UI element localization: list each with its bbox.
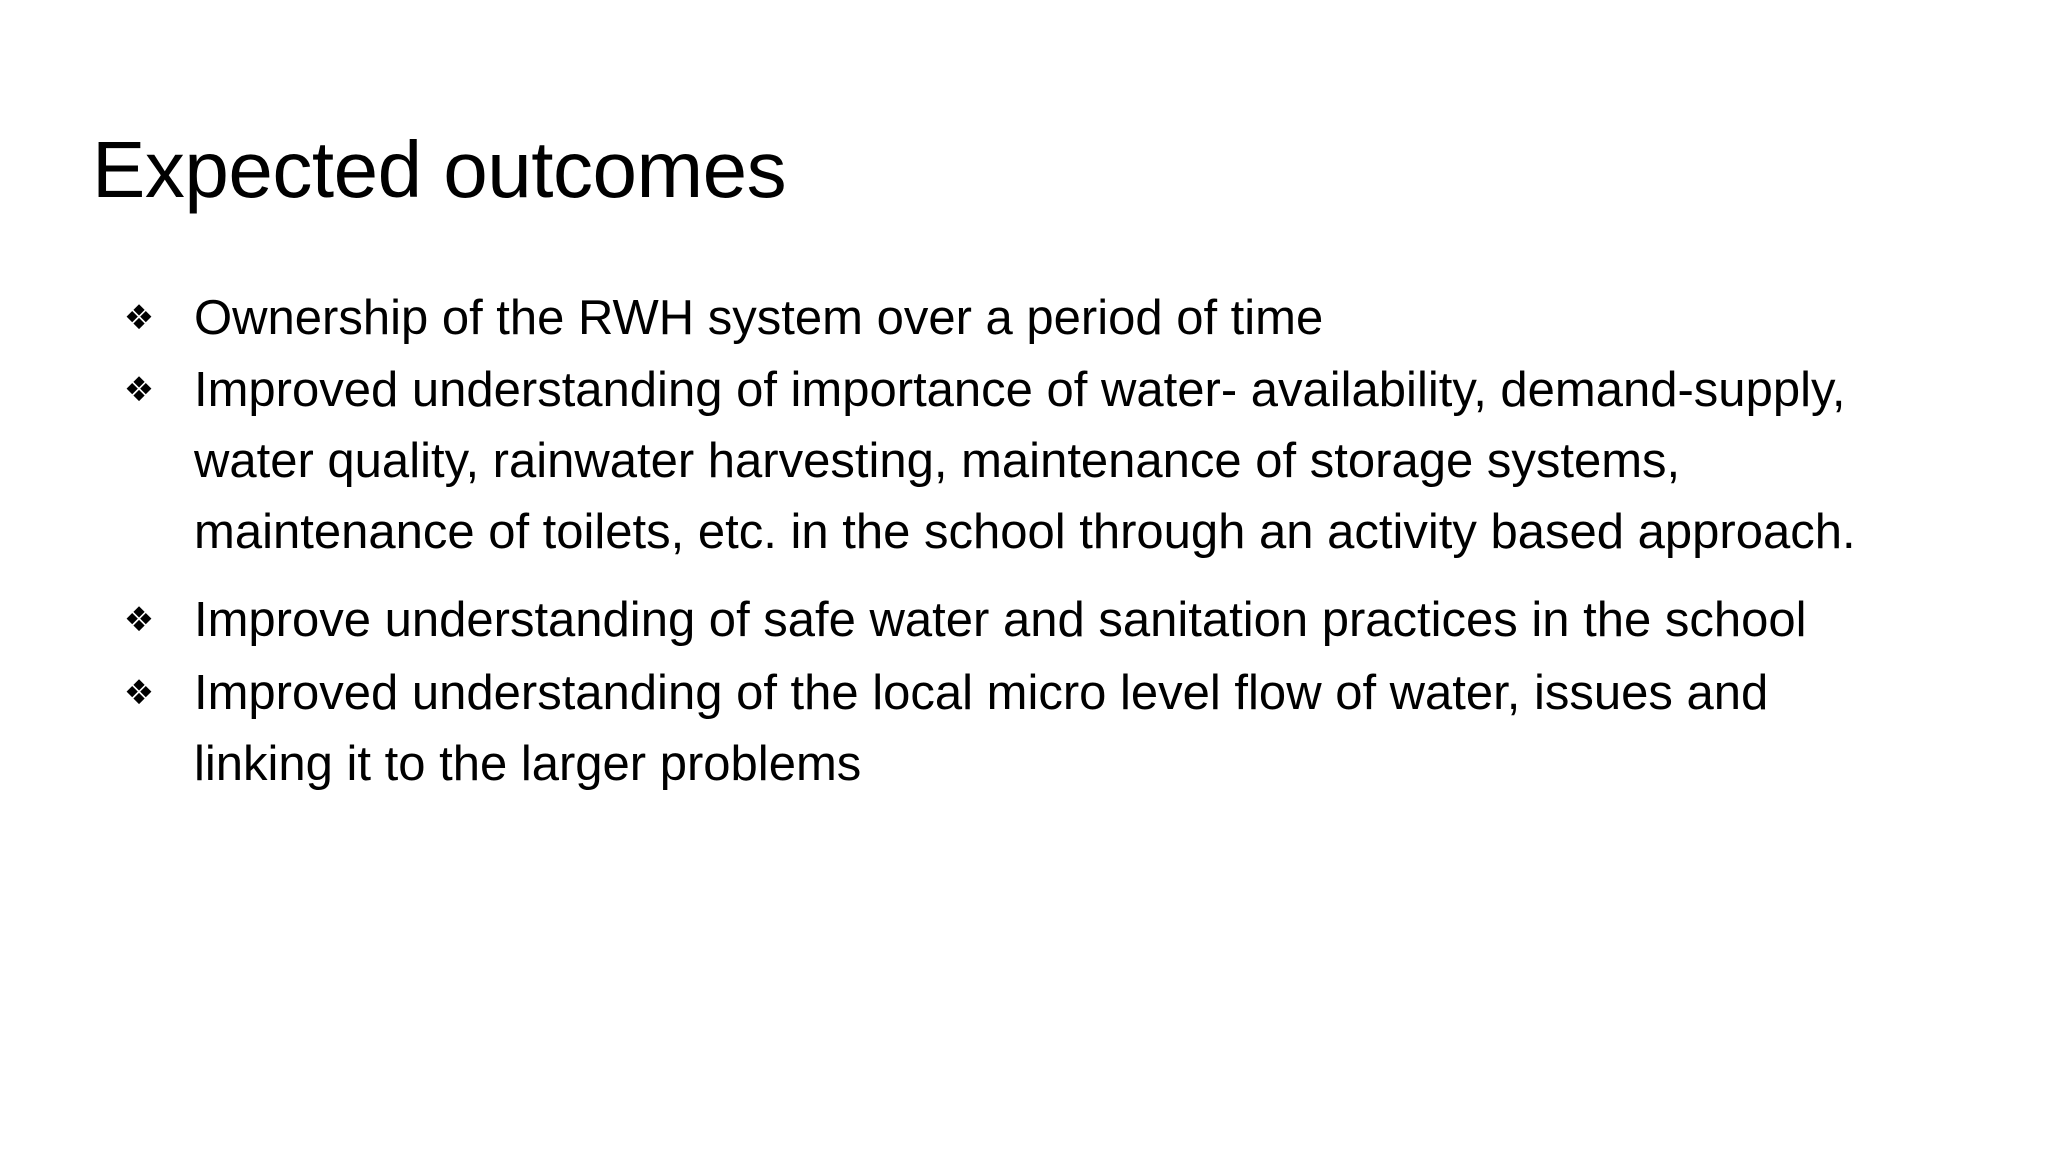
bullet-line: Improved understanding of the local micro level flow of water, issues and: [194, 666, 1769, 720]
bullet-text: [194, 355, 2014, 568]
bullet-text: [194, 585, 2014, 656]
bullet-line: Improve understanding of safe water and sanitation practices in the school: [194, 593, 1807, 647]
bullet-line: Improved understanding of importance of water- availability, demand-supply,: [194, 363, 1846, 417]
four-diamond-bullet-icon: ❖: [123, 370, 155, 410]
slide-title: Expected outcomes: [92, 125, 787, 214]
bullet-line: Ownership of the RWH system over a period of time: [194, 291, 1324, 345]
bullet-line: water quality, rainwater harvesting, maintenance of storage systems,: [194, 434, 1681, 488]
four-diamond-bullet-icon: ❖: [123, 673, 155, 713]
bullet-line: linking it to the larger problems: [194, 737, 862, 791]
bullet-text: [194, 283, 2014, 354]
bullet-line: maintenance of toilets, etc. in the school through an activity based approach.: [194, 505, 1856, 559]
four-diamond-bullet-icon: ❖: [123, 600, 155, 640]
bullet-text: [194, 658, 2014, 800]
four-diamond-bullet-icon: ❖: [123, 298, 155, 338]
